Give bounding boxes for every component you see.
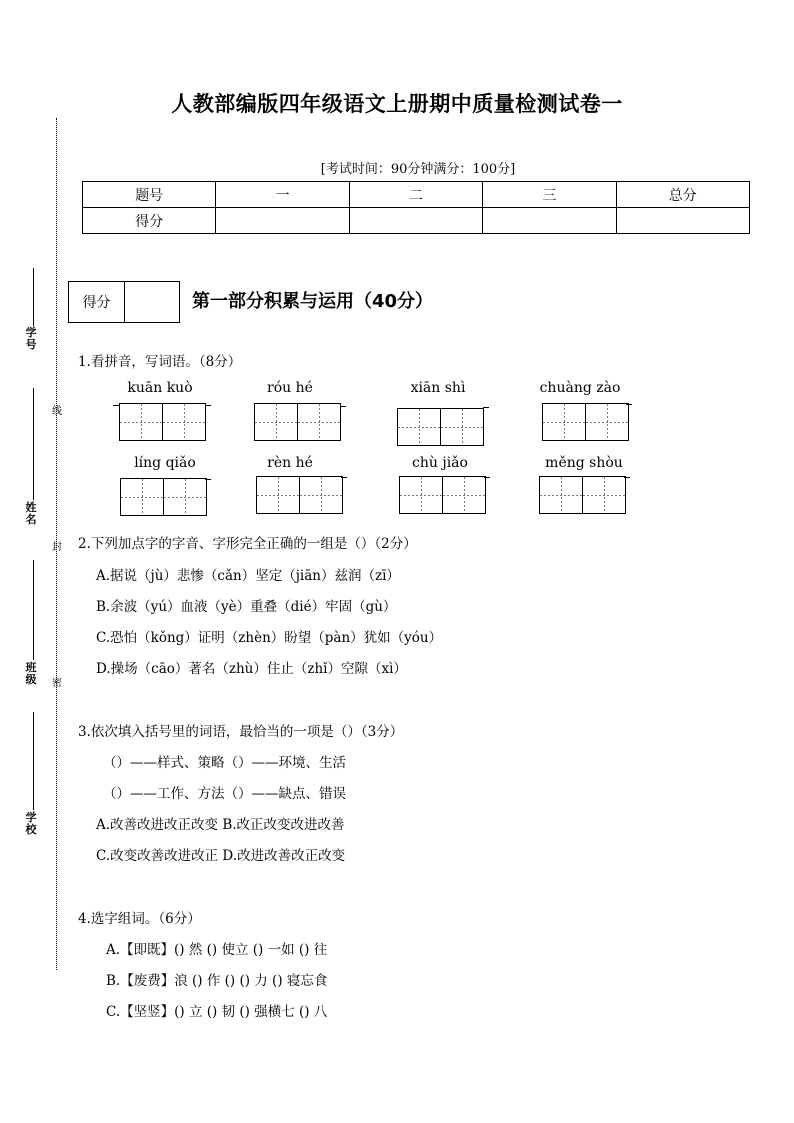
q2-option-a[interactable]: A.据说（jù）悲惨（cǎn）坚定（jiān）兹润（zī） xyxy=(96,568,400,584)
writing-box[interactable] xyxy=(254,403,298,441)
writing-box[interactable] xyxy=(440,408,484,446)
q2-stem: 2.下列加点字的字音、字形完全正确的一组是（）（2分） xyxy=(78,536,417,552)
row-label-cell: 得分 xyxy=(83,208,216,234)
pinyin-label: xiān shì xyxy=(410,380,466,396)
writing-box[interactable] xyxy=(539,476,583,514)
q3-stem: 3.依次填入括号里的词语，最恰当的一项是（）（3分） xyxy=(78,724,404,740)
pinyin-label: chù jiǎo xyxy=(412,455,468,471)
q2-option-d[interactable]: D.操场（cāo）著名（zhù）住止（zhǐ）空隙（xì） xyxy=(96,661,407,677)
writing-box[interactable] xyxy=(582,476,626,514)
writing-box[interactable] xyxy=(397,408,441,446)
pinyin-label: chuàng zào xyxy=(539,380,621,396)
score-table-header-row xyxy=(83,182,750,208)
writing-box[interactable] xyxy=(120,478,164,516)
part1-score-label: 得分 xyxy=(69,282,125,322)
binding-char-line: 线 xyxy=(52,406,62,417)
pinyin-label: líng qiǎo xyxy=(134,455,196,471)
q3-fill-line: （）——样式、策略（）——环境、生活 xyxy=(103,755,346,771)
header-cell: 三 xyxy=(483,182,616,208)
writing-box[interactable] xyxy=(585,403,629,441)
box-tail xyxy=(626,404,632,405)
writing-box[interactable] xyxy=(542,403,586,441)
q1-stem: 1.看拼音，写词语。（8分） xyxy=(78,354,242,370)
page-title: 人教部编版四年级语文上册期中质量检测试卷一 xyxy=(171,92,623,116)
score-table xyxy=(82,181,750,234)
q3-options-cd[interactable]: C.改变改善改进改正 D.改进改善改正改变 xyxy=(96,848,346,864)
box-tail xyxy=(624,477,630,478)
q4-line-c[interactable]: C.【坚竖】() 立 () 韧 () 强横七 () 八 xyxy=(106,1004,328,1020)
name-line xyxy=(33,388,34,500)
exam-info: [考试时间：90分钟满分：100分] xyxy=(320,162,516,177)
q4-stem: 4.选字组词。（6分） xyxy=(78,911,201,927)
name-label: 姓名 xyxy=(25,501,37,526)
q2-option-c[interactable]: C.恐怕（kǒng）证明（zhèn）盼望（pàn）犹如（yóu） xyxy=(96,630,443,646)
box-tail xyxy=(205,479,211,480)
writing-box[interactable] xyxy=(119,403,163,441)
header-cell: 总分 xyxy=(616,182,749,208)
class-line xyxy=(33,560,34,660)
score-cell[interactable] xyxy=(216,208,349,234)
writing-box[interactable] xyxy=(297,403,341,441)
q2-option-b[interactable]: B.余波（yú）血液（yè）重叠（dié）牢固（gù） xyxy=(96,599,397,615)
header-cell: 二 xyxy=(349,182,482,208)
part1-score-box xyxy=(68,281,180,323)
binding-char-seal: 封 xyxy=(52,542,62,553)
part1-score-cell[interactable] xyxy=(125,282,179,322)
q4-line-b[interactable]: B.【废费】浪 () 作 () () 力 () 寝忘食 xyxy=(106,973,328,989)
writing-box[interactable] xyxy=(299,476,343,514)
score-cell[interactable] xyxy=(349,208,482,234)
writing-box[interactable] xyxy=(163,478,207,516)
q3-fill-line: （）——工作、方法（）——缺点、错误 xyxy=(103,786,346,802)
q4-line-a[interactable]: A.【即既】() 然 () 使立 () 一如 () 往 xyxy=(106,942,328,958)
score-table-score-row xyxy=(83,208,750,234)
student-id-label: 学号 xyxy=(25,326,37,351)
pinyin-label: měng shòu xyxy=(545,455,623,471)
school-label: 学校 xyxy=(25,811,37,836)
box-tail xyxy=(483,407,489,408)
writing-box[interactable] xyxy=(256,476,300,514)
box-tail xyxy=(113,405,119,406)
writing-box[interactable] xyxy=(399,476,443,514)
part1-title: 第一部分积累与运用（40分） xyxy=(192,291,434,312)
pinyin-label: róu hé xyxy=(267,380,313,396)
binding-char-secret: 密 xyxy=(52,678,62,689)
writing-box[interactable] xyxy=(162,403,206,441)
box-tail xyxy=(341,477,347,478)
pinyin-label: kuān kuò xyxy=(127,380,193,396)
header-cell: 题号 xyxy=(83,182,216,208)
box-tail xyxy=(340,406,346,407)
school-line xyxy=(33,712,34,810)
header-cell: 一 xyxy=(216,182,349,208)
class-label: 班级 xyxy=(25,661,37,686)
writing-box[interactable] xyxy=(442,476,486,514)
student-id-line xyxy=(33,268,34,326)
pinyin-label: rèn hé xyxy=(267,455,313,471)
box-tail xyxy=(205,405,211,406)
q3-options-ab[interactable]: A.改善改进改正改变 B.改正改变改进改善 xyxy=(96,817,345,833)
score-cell[interactable] xyxy=(616,208,749,234)
score-cell[interactable] xyxy=(483,208,616,234)
box-tail xyxy=(484,477,490,478)
